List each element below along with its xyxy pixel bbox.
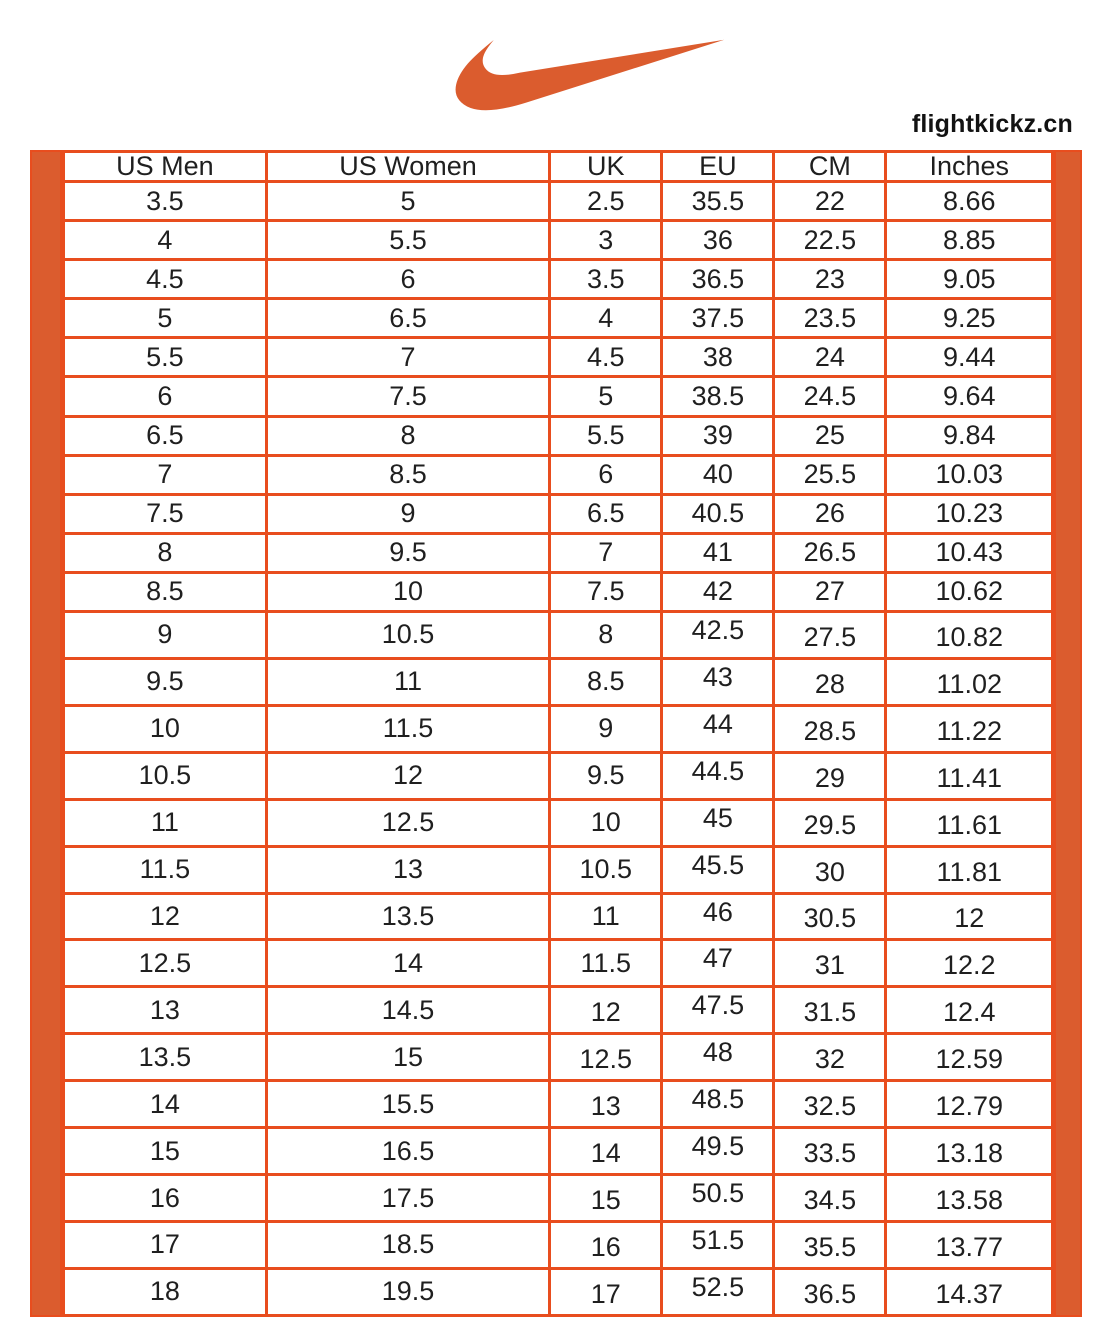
cell-us-men: 4.5: [64, 260, 267, 299]
cell-us-women: 15: [266, 1034, 549, 1081]
brand-watermark: flightkickz.cn: [911, 110, 1073, 138]
cell-us-women: 5.5: [266, 221, 549, 260]
cell-uk: 4: [550, 299, 662, 338]
cell-us-women: 17.5: [266, 1175, 549, 1222]
cell-eu: 51.5: [662, 1222, 774, 1269]
cell-cm: 31: [774, 940, 886, 987]
cell-us-men: 15: [64, 1128, 267, 1175]
cell-cm: 23.5: [774, 299, 886, 338]
cell-us-women: 10: [266, 572, 549, 611]
cell-us-women: 9.5: [266, 533, 549, 572]
cell-us-men: 12.5: [64, 940, 267, 987]
cell-eu: 48.5: [662, 1081, 774, 1128]
cell-cm: 30: [774, 846, 886, 893]
table-row: [64, 221, 1053, 260]
cell-inches: 8.66: [886, 182, 1053, 221]
cell-uk: 12.5: [550, 1034, 662, 1081]
cell-uk: 8: [550, 612, 662, 659]
table-row: [64, 494, 1053, 533]
table-row: [64, 893, 1053, 940]
cell-us-women: 14: [266, 940, 549, 987]
cell-eu: 42.5: [662, 612, 774, 659]
cell-cm: 22.5: [774, 221, 886, 260]
cell-us-men: 9: [64, 612, 267, 659]
cell-cm: 29: [774, 752, 886, 799]
table-row: [64, 182, 1053, 221]
cell-inches: 11.22: [886, 705, 1053, 752]
cell-uk: 3.5: [550, 260, 662, 299]
cell-us-women: 7.5: [266, 377, 549, 416]
cell-uk: 11: [550, 893, 662, 940]
cell-us-men: 11.5: [64, 846, 267, 893]
cell-cm: 30.5: [774, 893, 886, 940]
cell-inches: 8.85: [886, 221, 1053, 260]
cell-inches: 11.81: [886, 846, 1053, 893]
cell-cm: 27: [774, 572, 886, 611]
table-row: [64, 987, 1053, 1034]
cell-us-women: 18.5: [266, 1222, 549, 1269]
cell-us-women: 8: [266, 416, 549, 455]
cell-us-men: 18: [64, 1268, 267, 1315]
cell-uk: 11.5: [550, 940, 662, 987]
cell-uk: 5.5: [550, 416, 662, 455]
cell-cm: 29.5: [774, 799, 886, 846]
cell-cm: 26: [774, 494, 886, 533]
cell-inches: 12.79: [886, 1081, 1053, 1128]
cell-us-women: 12: [266, 752, 549, 799]
cell-eu: 35.5: [662, 182, 774, 221]
cell-cm: 35.5: [774, 1222, 886, 1269]
cell-eu: 49.5: [662, 1128, 774, 1175]
cell-us-men: 16: [64, 1175, 267, 1222]
cell-us-men: 10: [64, 705, 267, 752]
cell-cm: 36.5: [774, 1268, 886, 1315]
cell-inches: 13.77: [886, 1222, 1053, 1269]
cell-us-women: 6: [266, 260, 549, 299]
cell-eu: 40.5: [662, 494, 774, 533]
size-chart: [30, 150, 1082, 1317]
cell-uk: 8.5: [550, 658, 662, 705]
cell-us-men: 10.5: [64, 752, 267, 799]
cell-eu: 41: [662, 533, 774, 572]
cell-us-women: 14.5: [266, 987, 549, 1034]
size-conversion-table: [62, 150, 1054, 1317]
column-header-us-women: US Women: [266, 152, 549, 182]
table-body: [64, 182, 1053, 1316]
cell-eu: 44: [662, 705, 774, 752]
cell-us-men: 7: [64, 455, 267, 494]
table-row: [64, 1034, 1053, 1081]
cell-us-men: 12: [64, 893, 267, 940]
cell-cm: 26.5: [774, 533, 886, 572]
cell-uk: 10.5: [550, 846, 662, 893]
table-row: [64, 377, 1053, 416]
cell-uk: 3: [550, 221, 662, 260]
cell-us-men: 14: [64, 1081, 267, 1128]
cell-us-men: 4: [64, 221, 267, 260]
table-row: [64, 299, 1053, 338]
cell-us-men: 13: [64, 987, 267, 1034]
cell-inches: 11.41: [886, 752, 1053, 799]
column-header-inches: Inches: [886, 152, 1053, 182]
cell-us-men: 5: [64, 299, 267, 338]
cell-us-women: 12.5: [266, 799, 549, 846]
table-row: [64, 940, 1053, 987]
cell-us-men: 8.5: [64, 572, 267, 611]
cell-us-men: 17: [64, 1222, 267, 1269]
cell-inches: 13.58: [886, 1175, 1053, 1222]
cell-us-men: 11: [64, 799, 267, 846]
cell-cm: 31.5: [774, 987, 886, 1034]
cell-eu: 39: [662, 416, 774, 455]
cell-cm: 27.5: [774, 612, 886, 659]
cell-uk: 5: [550, 377, 662, 416]
cell-eu: 42: [662, 572, 774, 611]
cell-inches: 12.59: [886, 1034, 1053, 1081]
column-header-eu: EU: [662, 152, 774, 182]
cell-us-men: 6: [64, 377, 267, 416]
cell-us-men: 5.5: [64, 338, 267, 377]
cell-inches: 10.43: [886, 533, 1053, 572]
table-row: [64, 338, 1053, 377]
cell-inches: 14.37: [886, 1268, 1053, 1315]
cell-eu: 47.5: [662, 987, 774, 1034]
table-row: [64, 1081, 1053, 1128]
cell-us-women: 11: [266, 658, 549, 705]
table-header-row: [64, 152, 1053, 182]
cell-eu: 50.5: [662, 1175, 774, 1222]
cell-eu: 36: [662, 221, 774, 260]
cell-cm: 22: [774, 182, 886, 221]
cell-us-women: 10.5: [266, 612, 549, 659]
table-row: [64, 705, 1053, 752]
cell-eu: 44.5: [662, 752, 774, 799]
cell-eu: 36.5: [662, 260, 774, 299]
cell-uk: 6.5: [550, 494, 662, 533]
cell-us-women: 15.5: [266, 1081, 549, 1128]
cell-eu: 43: [662, 658, 774, 705]
cell-cm: 25.5: [774, 455, 886, 494]
cell-eu: 38.5: [662, 377, 774, 416]
table-row: [64, 1268, 1053, 1315]
cell-uk: 17: [550, 1268, 662, 1315]
cell-inches: 9.84: [886, 416, 1053, 455]
cell-cm: 24.5: [774, 377, 886, 416]
left-accent-bar: [30, 150, 62, 1317]
cell-us-women: 9: [266, 494, 549, 533]
cell-eu: 48: [662, 1034, 774, 1081]
table-row: [64, 152, 1053, 182]
cell-uk: 12: [550, 987, 662, 1034]
table-row: [64, 846, 1053, 893]
right-accent-bar: [1054, 150, 1082, 1317]
cell-cm: 28: [774, 658, 886, 705]
cell-eu: 52.5: [662, 1268, 774, 1315]
cell-us-women: 7: [266, 338, 549, 377]
cell-inches: 10.23: [886, 494, 1053, 533]
cell-inches: 10.82: [886, 612, 1053, 659]
cell-cm: 24: [774, 338, 886, 377]
cell-inches: 13.18: [886, 1128, 1053, 1175]
cell-uk: 4.5: [550, 338, 662, 377]
cell-us-women: 8.5: [266, 455, 549, 494]
cell-uk: 7: [550, 533, 662, 572]
cell-us-men: 6.5: [64, 416, 267, 455]
cell-eu: 45: [662, 799, 774, 846]
cell-uk: 9.5: [550, 752, 662, 799]
table-row: [64, 1128, 1053, 1175]
table-row: [64, 799, 1053, 846]
cell-uk: 16: [550, 1222, 662, 1269]
cell-us-men: 7.5: [64, 494, 267, 533]
cell-us-men: 3.5: [64, 182, 267, 221]
table-row: [64, 752, 1053, 799]
column-header-cm: CM: [774, 152, 886, 182]
cell-uk: 15: [550, 1175, 662, 1222]
cell-eu: 40: [662, 455, 774, 494]
table-row: [64, 658, 1053, 705]
cell-uk: 2.5: [550, 182, 662, 221]
cell-uk: 14: [550, 1128, 662, 1175]
cell-uk: 7.5: [550, 572, 662, 611]
cell-cm: 28.5: [774, 705, 886, 752]
cell-eu: 46: [662, 893, 774, 940]
cell-us-men: 8: [64, 533, 267, 572]
cell-cm: 32: [774, 1034, 886, 1081]
column-header-us-men: US Men: [64, 152, 267, 182]
cell-inches: 9.25: [886, 299, 1053, 338]
cell-us-women: 13.5: [266, 893, 549, 940]
table-row: [64, 455, 1053, 494]
column-header-uk: UK: [550, 152, 662, 182]
cell-us-women: 5: [266, 182, 549, 221]
cell-inches: 11.61: [886, 799, 1053, 846]
cell-uk: 9: [550, 705, 662, 752]
cell-eu: 45.5: [662, 846, 774, 893]
table-row: [64, 416, 1053, 455]
cell-cm: 25: [774, 416, 886, 455]
cell-inches: 9.44: [886, 338, 1053, 377]
cell-inches: 11.02: [886, 658, 1053, 705]
cell-inches: 10.03: [886, 455, 1053, 494]
cell-uk: 6: [550, 455, 662, 494]
cell-inches: 9.05: [886, 260, 1053, 299]
table-row: [64, 533, 1053, 572]
cell-eu: 37.5: [662, 299, 774, 338]
cell-us-women: 6.5: [266, 299, 549, 338]
table-row: [64, 1175, 1053, 1222]
nike-logo: [454, 28, 726, 122]
cell-us-men: 13.5: [64, 1034, 267, 1081]
table-row: [64, 612, 1053, 659]
cell-us-women: 11.5: [266, 705, 549, 752]
cell-us-men: 9.5: [64, 658, 267, 705]
cell-us-women: 19.5: [266, 1268, 549, 1315]
cell-inches: 10.62: [886, 572, 1053, 611]
table-row: [64, 1222, 1053, 1269]
cell-cm: 32.5: [774, 1081, 886, 1128]
cell-inches: 12: [886, 893, 1053, 940]
cell-cm: 33.5: [774, 1128, 886, 1175]
cell-eu: 38: [662, 338, 774, 377]
nike-swoosh-icon: [454, 28, 726, 122]
cell-cm: 34.5: [774, 1175, 886, 1222]
table-row: [64, 260, 1053, 299]
cell-us-women: 13: [266, 846, 549, 893]
cell-eu: 47: [662, 940, 774, 987]
cell-us-women: 16.5: [266, 1128, 549, 1175]
cell-inches: 12.4: [886, 987, 1053, 1034]
cell-inches: 9.64: [886, 377, 1053, 416]
cell-uk: 10: [550, 799, 662, 846]
table-row: [64, 572, 1053, 611]
cell-cm: 23: [774, 260, 886, 299]
cell-uk: 13: [550, 1081, 662, 1128]
cell-inches: 12.2: [886, 940, 1053, 987]
